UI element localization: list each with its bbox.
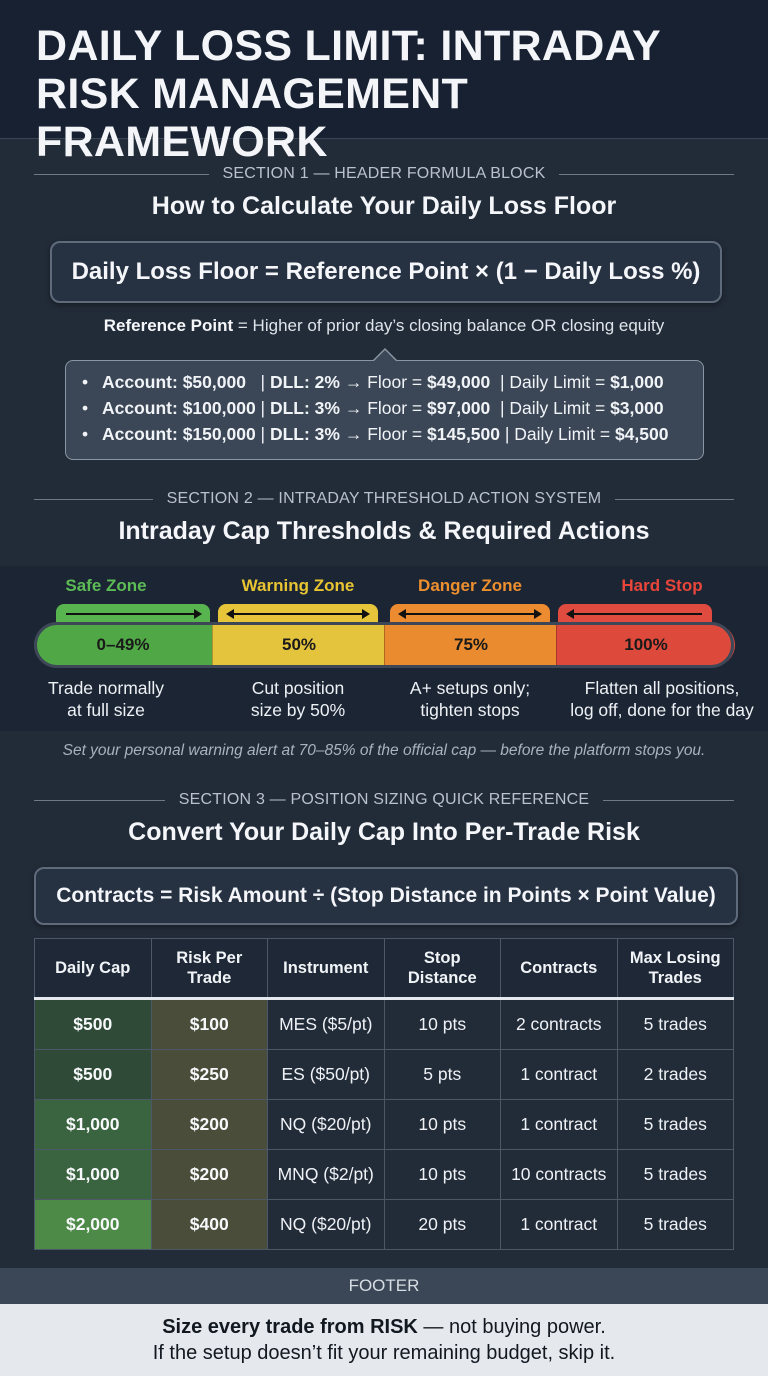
zone-action-line: size by 50% bbox=[250, 700, 346, 720]
section1-label: SECTION 1 — HEADER FORMULA BLOCK bbox=[222, 165, 546, 182]
column-header bbox=[617, 939, 734, 999]
title-line-1: DAILY LOSS LIMIT: INTRADAY bbox=[36, 22, 662, 70]
zone-action-line: Cut position bbox=[251, 678, 345, 698]
cell-stop: 10 pts bbox=[384, 999, 501, 1050]
column-header-line: Distance bbox=[407, 969, 477, 987]
example-dll: DLL: 2% bbox=[269, 372, 340, 392]
zone-action bbox=[556, 677, 768, 721]
example-sep2: | Daily Limit = bbox=[500, 424, 615, 444]
cell-max: 5 trades bbox=[617, 999, 734, 1050]
zone-threshold-value: 100% bbox=[556, 624, 735, 666]
table-body bbox=[35, 999, 734, 1250]
cell-cap: $1,000 bbox=[35, 1100, 152, 1150]
zone-action bbox=[212, 677, 384, 721]
cell-cap: $2,000 bbox=[35, 1200, 152, 1250]
account-examples bbox=[65, 360, 704, 460]
section2-label: SECTION 2 — INTRADAY THRESHOLD ACTION SYSTEM bbox=[166, 490, 602, 507]
example-floor: $97,000 bbox=[427, 398, 491, 418]
cell-max: 5 trades bbox=[617, 1100, 734, 1150]
cell-instrument: NQ ($20/pt) bbox=[268, 1100, 385, 1150]
example-item bbox=[102, 369, 703, 395]
zone-threshold-value: 0–49% bbox=[34, 624, 212, 666]
zone-action-line: log off, done for the day bbox=[570, 700, 754, 720]
example-arrow: → Floor = bbox=[339, 424, 428, 444]
example-floor: $145,500 bbox=[427, 424, 501, 444]
cell-risk: $200 bbox=[151, 1150, 268, 1200]
example-dll: DLL: 3% bbox=[269, 424, 340, 444]
section3-divider bbox=[34, 790, 734, 810]
footer-message bbox=[0, 1304, 768, 1376]
column-header-line: Contracts bbox=[520, 959, 598, 977]
zone-action bbox=[0, 677, 212, 721]
cell-max: 2 trades bbox=[617, 1050, 734, 1100]
page-title bbox=[36, 22, 768, 166]
example-dll: DLL: 3% bbox=[269, 398, 340, 418]
zone-threshold-value: 50% bbox=[212, 624, 385, 666]
cell-contracts: 1 contract bbox=[501, 1100, 618, 1150]
section2-title: Intraday Cap Thresholds & Required Actions bbox=[118, 517, 650, 545]
example-account: Account: $100,000 bbox=[102, 398, 256, 418]
example-item bbox=[102, 421, 703, 447]
column-header-line: Daily Cap bbox=[55, 959, 131, 977]
footer-bold: Size every trade from RISK bbox=[162, 1316, 418, 1338]
cell-max: 5 trades bbox=[617, 1150, 734, 1200]
column-header-line: Max Losing bbox=[629, 949, 721, 967]
footer-line2: If the setup doesn’t fit your remaining budget, skip it. bbox=[152, 1342, 616, 1364]
cell-contracts: 2 contracts bbox=[501, 999, 618, 1050]
zone-range-arrow-icon bbox=[390, 604, 550, 624]
zone-action-line: Flatten all positions, bbox=[584, 678, 740, 698]
cell-contracts: 1 contract bbox=[501, 1050, 618, 1100]
footer-rest: — not buying power. bbox=[417, 1316, 606, 1338]
column-header-line: Risk Per bbox=[176, 949, 243, 967]
example-arrow: → Floor = bbox=[339, 372, 427, 392]
footer-label: FOOTER bbox=[0, 1268, 768, 1304]
zone-name: Safe Zone bbox=[65, 576, 147, 595]
cell-instrument: NQ ($20/pt) bbox=[268, 1200, 385, 1250]
position-sizing-table bbox=[34, 938, 734, 1250]
example-account: Account: $150,000 bbox=[102, 424, 256, 444]
cell-contracts: 1 contract bbox=[501, 1200, 618, 1250]
cell-cap: $500 bbox=[35, 999, 152, 1050]
column-header bbox=[384, 939, 501, 999]
example-limit: $3,000 bbox=[610, 398, 664, 418]
example-sep1: | bbox=[255, 424, 270, 444]
zone-name: Hard Stop bbox=[621, 576, 703, 595]
column-header-line: Trades bbox=[648, 969, 702, 987]
example-item bbox=[102, 395, 703, 421]
example-limit: $4,500 bbox=[614, 424, 669, 444]
column-header-line: Trade bbox=[187, 969, 232, 987]
cell-max: 5 trades bbox=[617, 1200, 734, 1250]
section3-label: SECTION 3 — POSITION SIZING QUICK REFERENCE bbox=[178, 791, 590, 808]
cell-risk: $250 bbox=[151, 1050, 268, 1100]
cell-contracts: 10 contracts bbox=[501, 1150, 618, 1200]
cell-risk: $100 bbox=[151, 999, 268, 1050]
threshold-zones bbox=[0, 566, 768, 731]
contracts-formula: Contracts = Risk Amount ÷ (Stop Distance in Points × Point Value) bbox=[34, 867, 738, 925]
reference-point-note bbox=[0, 316, 768, 336]
example-sep2: | Daily Limit = bbox=[490, 398, 611, 418]
cell-cap: $500 bbox=[35, 1050, 152, 1100]
section2-divider bbox=[34, 489, 734, 509]
zone-name: Danger Zone bbox=[418, 576, 522, 595]
column-header-line: Instrument bbox=[283, 959, 369, 977]
section1-divider bbox=[34, 164, 734, 184]
cell-instrument: ES ($50/pt) bbox=[268, 1050, 385, 1100]
cell-risk: $200 bbox=[151, 1100, 268, 1150]
zone-range-arrow-icon bbox=[558, 604, 712, 624]
example-arrow: → Floor = bbox=[339, 398, 428, 418]
daily-loss-formula: Daily Loss Floor = Reference Point × (1 − Daily Loss %) bbox=[50, 241, 722, 303]
cell-instrument: MNQ ($2/pt) bbox=[268, 1150, 385, 1200]
column-header bbox=[35, 939, 152, 999]
table-header-row bbox=[35, 939, 734, 999]
example-account: Account: $50,000 bbox=[102, 372, 246, 392]
column-header-line: Stop bbox=[423, 949, 461, 967]
table-row bbox=[35, 1150, 734, 1200]
example-sep2: | Daily Limit = bbox=[490, 372, 611, 392]
example-sep1: | bbox=[245, 372, 270, 392]
examples-list bbox=[66, 361, 703, 447]
cell-stop: 5 pts bbox=[384, 1050, 501, 1100]
zone-threshold-value: 75% bbox=[384, 624, 557, 666]
zone-range-arrow-icon bbox=[56, 604, 210, 624]
zone-action bbox=[384, 677, 556, 721]
table-row bbox=[35, 1200, 734, 1250]
page-header bbox=[0, 0, 768, 166]
example-limit: $1,000 bbox=[610, 372, 664, 392]
column-header bbox=[501, 939, 618, 999]
title-line-2: RISK MANAGEMENT FRAMEWORK bbox=[36, 70, 469, 166]
cell-stop: 20 pts bbox=[384, 1200, 501, 1250]
section3-title: Convert Your Daily Cap Into Per-Trade Risk bbox=[128, 818, 640, 846]
column-header bbox=[268, 939, 385, 999]
example-sep1: | bbox=[255, 398, 270, 418]
cell-cap: $1,000 bbox=[35, 1150, 152, 1200]
zone-name: Warning Zone bbox=[241, 576, 355, 595]
zone-action-line: at full size bbox=[67, 700, 145, 720]
table-row bbox=[35, 1050, 734, 1100]
cell-risk: $400 bbox=[151, 1200, 268, 1250]
cell-stop: 10 pts bbox=[384, 1150, 501, 1200]
zone-action-line: Trade normally bbox=[47, 678, 165, 698]
zone-action-line: A+ setups only; bbox=[409, 678, 531, 698]
table-row bbox=[35, 1100, 734, 1150]
table-row bbox=[35, 999, 734, 1050]
reference-point-text: = Higher of prior day’s closing balance OR closing equity bbox=[233, 316, 665, 335]
example-floor: $49,000 bbox=[427, 372, 491, 392]
zone-range-arrow-icon bbox=[218, 604, 378, 624]
cell-instrument: MES ($5/pt) bbox=[268, 999, 385, 1050]
column-header bbox=[151, 939, 268, 999]
cell-stop: 10 pts bbox=[384, 1100, 501, 1150]
zone-action-line: tighten stops bbox=[420, 700, 520, 720]
warning-alert-note: Set your personal warning alert at 70–85% of the official cap — before the platform stops you. bbox=[62, 742, 706, 759]
section1-title: How to Calculate Your Daily Loss Floor bbox=[151, 192, 617, 220]
reference-point-label: Reference Point bbox=[103, 316, 234, 335]
